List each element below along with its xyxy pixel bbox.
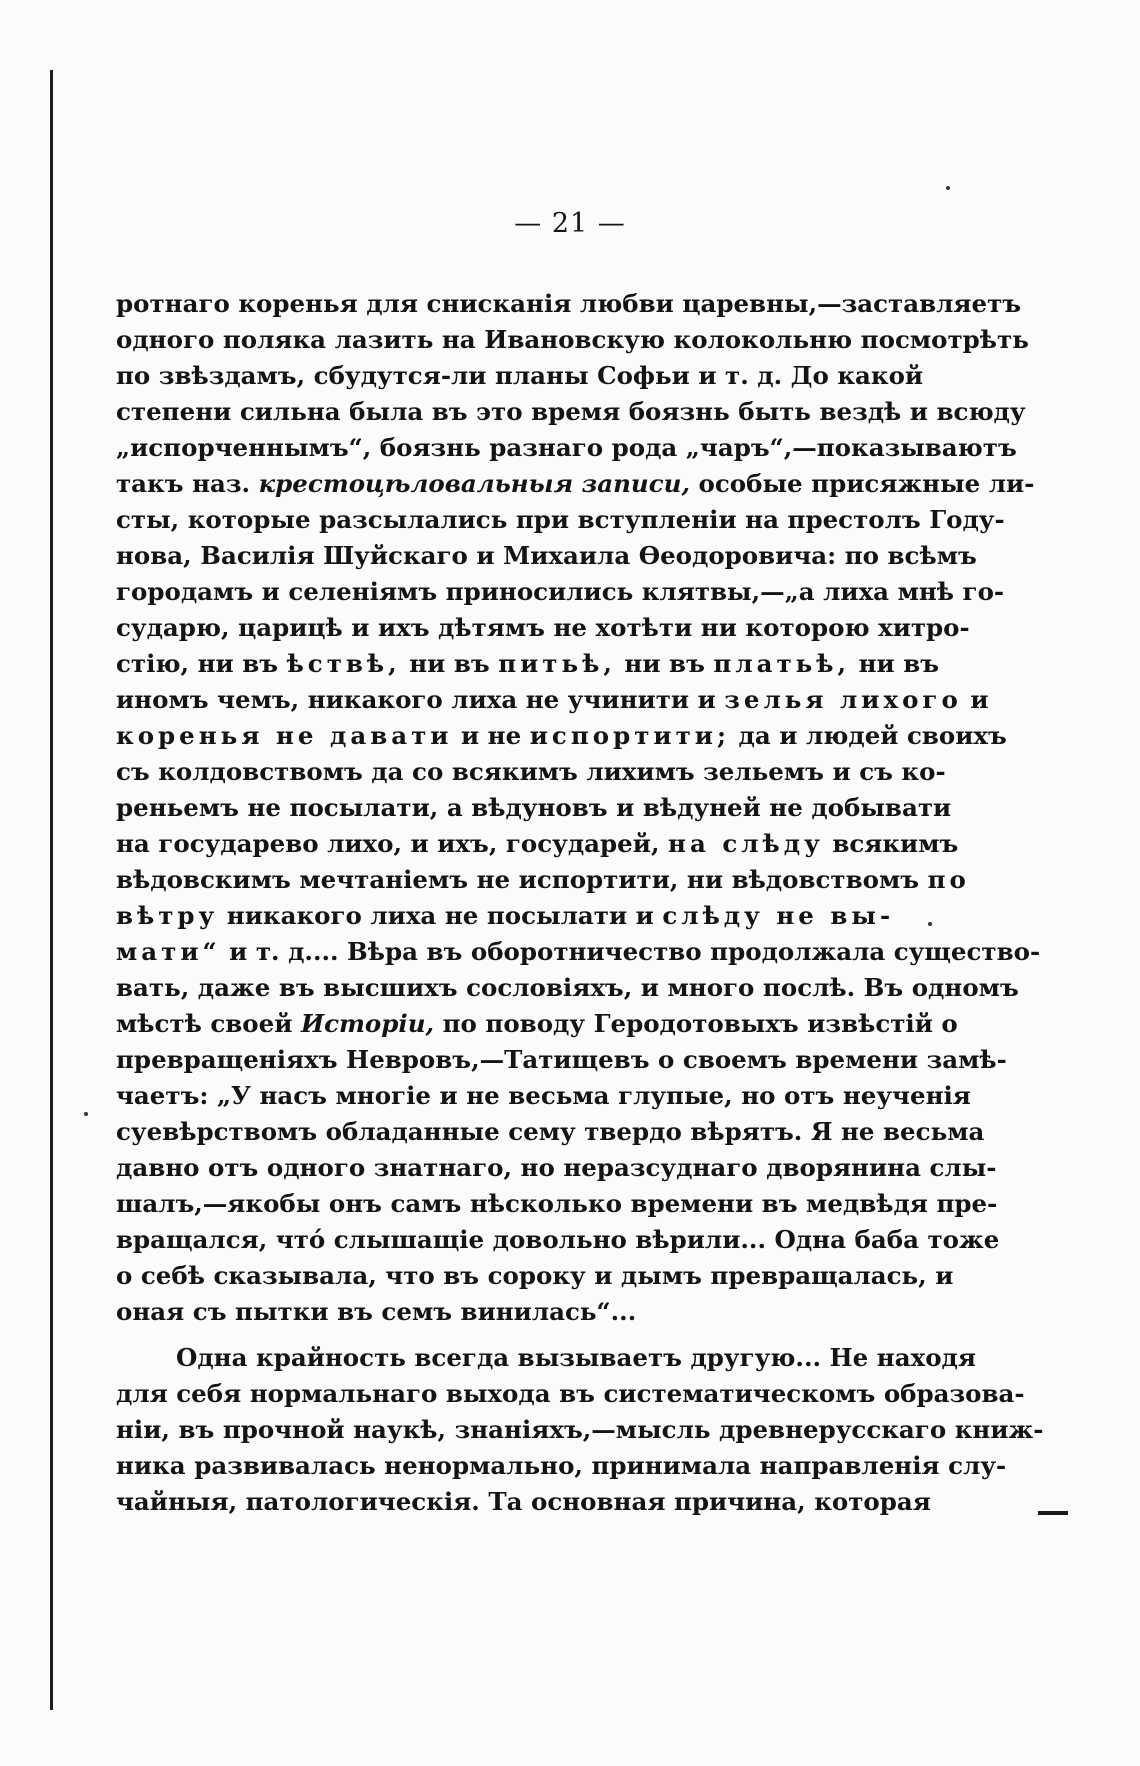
text-segment: никакого лиха не посылати и [226, 901, 654, 930]
body-text [116, 286, 1044, 1520]
text-line: вать, даже въ высшихъ сословіяхъ, и много послѣ. Въ одномъ [116, 973, 1019, 1002]
text-segment: ни въ [858, 649, 940, 678]
text-line [116, 862, 970, 898]
text-segment: иномъ чемъ, никакого лиха не учинити и [116, 685, 716, 714]
text-segment: такъ наз. [116, 469, 251, 498]
spaced-term: на слѣду [668, 829, 824, 858]
text-line: чайныя, патологическія. Та основная причина, которая [116, 1487, 931, 1516]
text-line [116, 682, 989, 718]
text-line: сударю, царицѣ и ихъ дѣтямъ не хотѣти ни которою хитро- [116, 613, 970, 642]
text-line [116, 898, 895, 934]
text-line: давно отъ одного знатнаго, но неразсуднаго дворянина слы- [116, 1153, 997, 1182]
paragraph-end-line: оная съ пытки въ семъ винилась“... [116, 1297, 637, 1326]
print-speck [946, 186, 950, 190]
paragraph-start-line: Одна крайность всегда вызываетъ другую... Не находя [176, 1343, 976, 1372]
text-segment: на государево лихо, и ихъ, государей, [116, 829, 660, 858]
text-line: для себя нормальнаго выхода въ систематическомъ образова- [116, 1379, 1025, 1408]
text-segment: по поводу Геродотовыхъ извѣстій о [442, 1009, 958, 1038]
text-line: превращеніяхъ Невровъ,—Татищевъ о своемъ времени замѣ- [116, 1045, 1007, 1074]
text-line: ника развивалась ненормально, принимала направленія слу- [116, 1451, 1007, 1480]
text-line [116, 1006, 958, 1042]
text-line: суевѣрствомъ обладанные сему твердо вѣрятъ. Я не весьма [116, 1117, 985, 1146]
text-segment: мѣстѣ своей [116, 1009, 293, 1038]
text-segment: особые присяжные ли- [698, 469, 1035, 498]
print-speck [84, 1112, 88, 1116]
page-number: — 21 — [514, 208, 626, 239]
text-segment: ни въ [624, 649, 705, 678]
text-line [116, 646, 940, 682]
text-line: реньемъ не посылати, а вѣдуновъ и вѣдуней не добывати [116, 793, 952, 822]
italic-term: Исторіи, [300, 1009, 435, 1038]
binding-edge-line [50, 70, 53, 1710]
text-line [116, 466, 1035, 502]
text-segment: и т. д.... Вѣра въ оборотничество продолжала существо- [229, 937, 1041, 966]
italic-term: крестоцѣловальныя записи, [258, 469, 691, 498]
spaced-term: ѣствѣ, [286, 649, 401, 678]
spaced-term: платьѣ, [713, 649, 851, 678]
text-segment: стію, ни въ [116, 649, 279, 678]
spaced-term: мати“ [116, 937, 221, 966]
text-line: одного поляка лазить на Ивановскую колокольню посмотрѣть [116, 325, 1029, 354]
spaced-term: коренья не давати [116, 721, 453, 750]
text-line: ротнаго коренья для снисканія любви царевны,—заставляетъ [116, 289, 1022, 318]
text-line: городамъ и селеніямъ приносились клятвы,—„а лиха мнѣ го- [116, 577, 1005, 606]
text-line [116, 718, 1007, 754]
text-segment: ни въ [409, 649, 490, 678]
print-speck [928, 922, 932, 926]
spaced-term: испортити; [529, 721, 730, 750]
spaced-term: слѣду не вы- [662, 901, 895, 930]
text-line: съ колдовствомъ да со всякимъ лихимъ зельемъ и съ ко- [116, 757, 946, 786]
spaced-term: по [927, 865, 970, 894]
text-line: степени сильна была въ это время боязнь быть вездѣ и всюду [116, 397, 1026, 426]
text-line [116, 934, 1041, 970]
text-segment: и [970, 685, 989, 714]
text-line: сты, которые разсылались при вступленіи на престолъ Году- [116, 505, 1005, 534]
text-line: шалъ,—якобы онъ самъ нѣсколько времени въ медвѣдя пре- [116, 1189, 998, 1218]
text-line: о себѣ сказывала, что въ сороку и дымъ превращалась, и [116, 1261, 954, 1290]
text-segment: и не [460, 721, 522, 750]
text-line: вращался, чтó слышащіе довольно вѣрили... Одна баба тоже [116, 1225, 1000, 1254]
margin-dash-mark [1038, 1511, 1068, 1515]
text-line: нова, Василія Шуйскаго и Михаила Ѳеодоровича: по всѣмъ [116, 541, 977, 570]
spaced-term: питьѣ, [498, 649, 616, 678]
text-segment: да и людей своихъ [738, 721, 1007, 750]
text-segment: всякимъ [832, 829, 959, 858]
spaced-term: зелья лихого [724, 685, 962, 714]
text-line [116, 826, 959, 862]
text-line: по звѣздамъ, сбудутся-ли планы Софьи и т. д. До какой [116, 361, 924, 390]
text-line: чаетъ: „У насъ многіе и не весьма глупые, но отъ неученія [116, 1081, 971, 1110]
spaced-term: вѣтру [116, 901, 219, 930]
text-line: ніи, въ прочной наукѣ, знаніяхъ,—мысль древнерусскаго книж- [116, 1415, 1044, 1444]
text-line: „испорченнымъ“, боязнь разнаго рода „чаръ“,—показываютъ [116, 433, 1017, 462]
text-segment: вѣдовскимъ мечтаніемъ не испортити, ни вѣдовствомъ [116, 865, 920, 894]
